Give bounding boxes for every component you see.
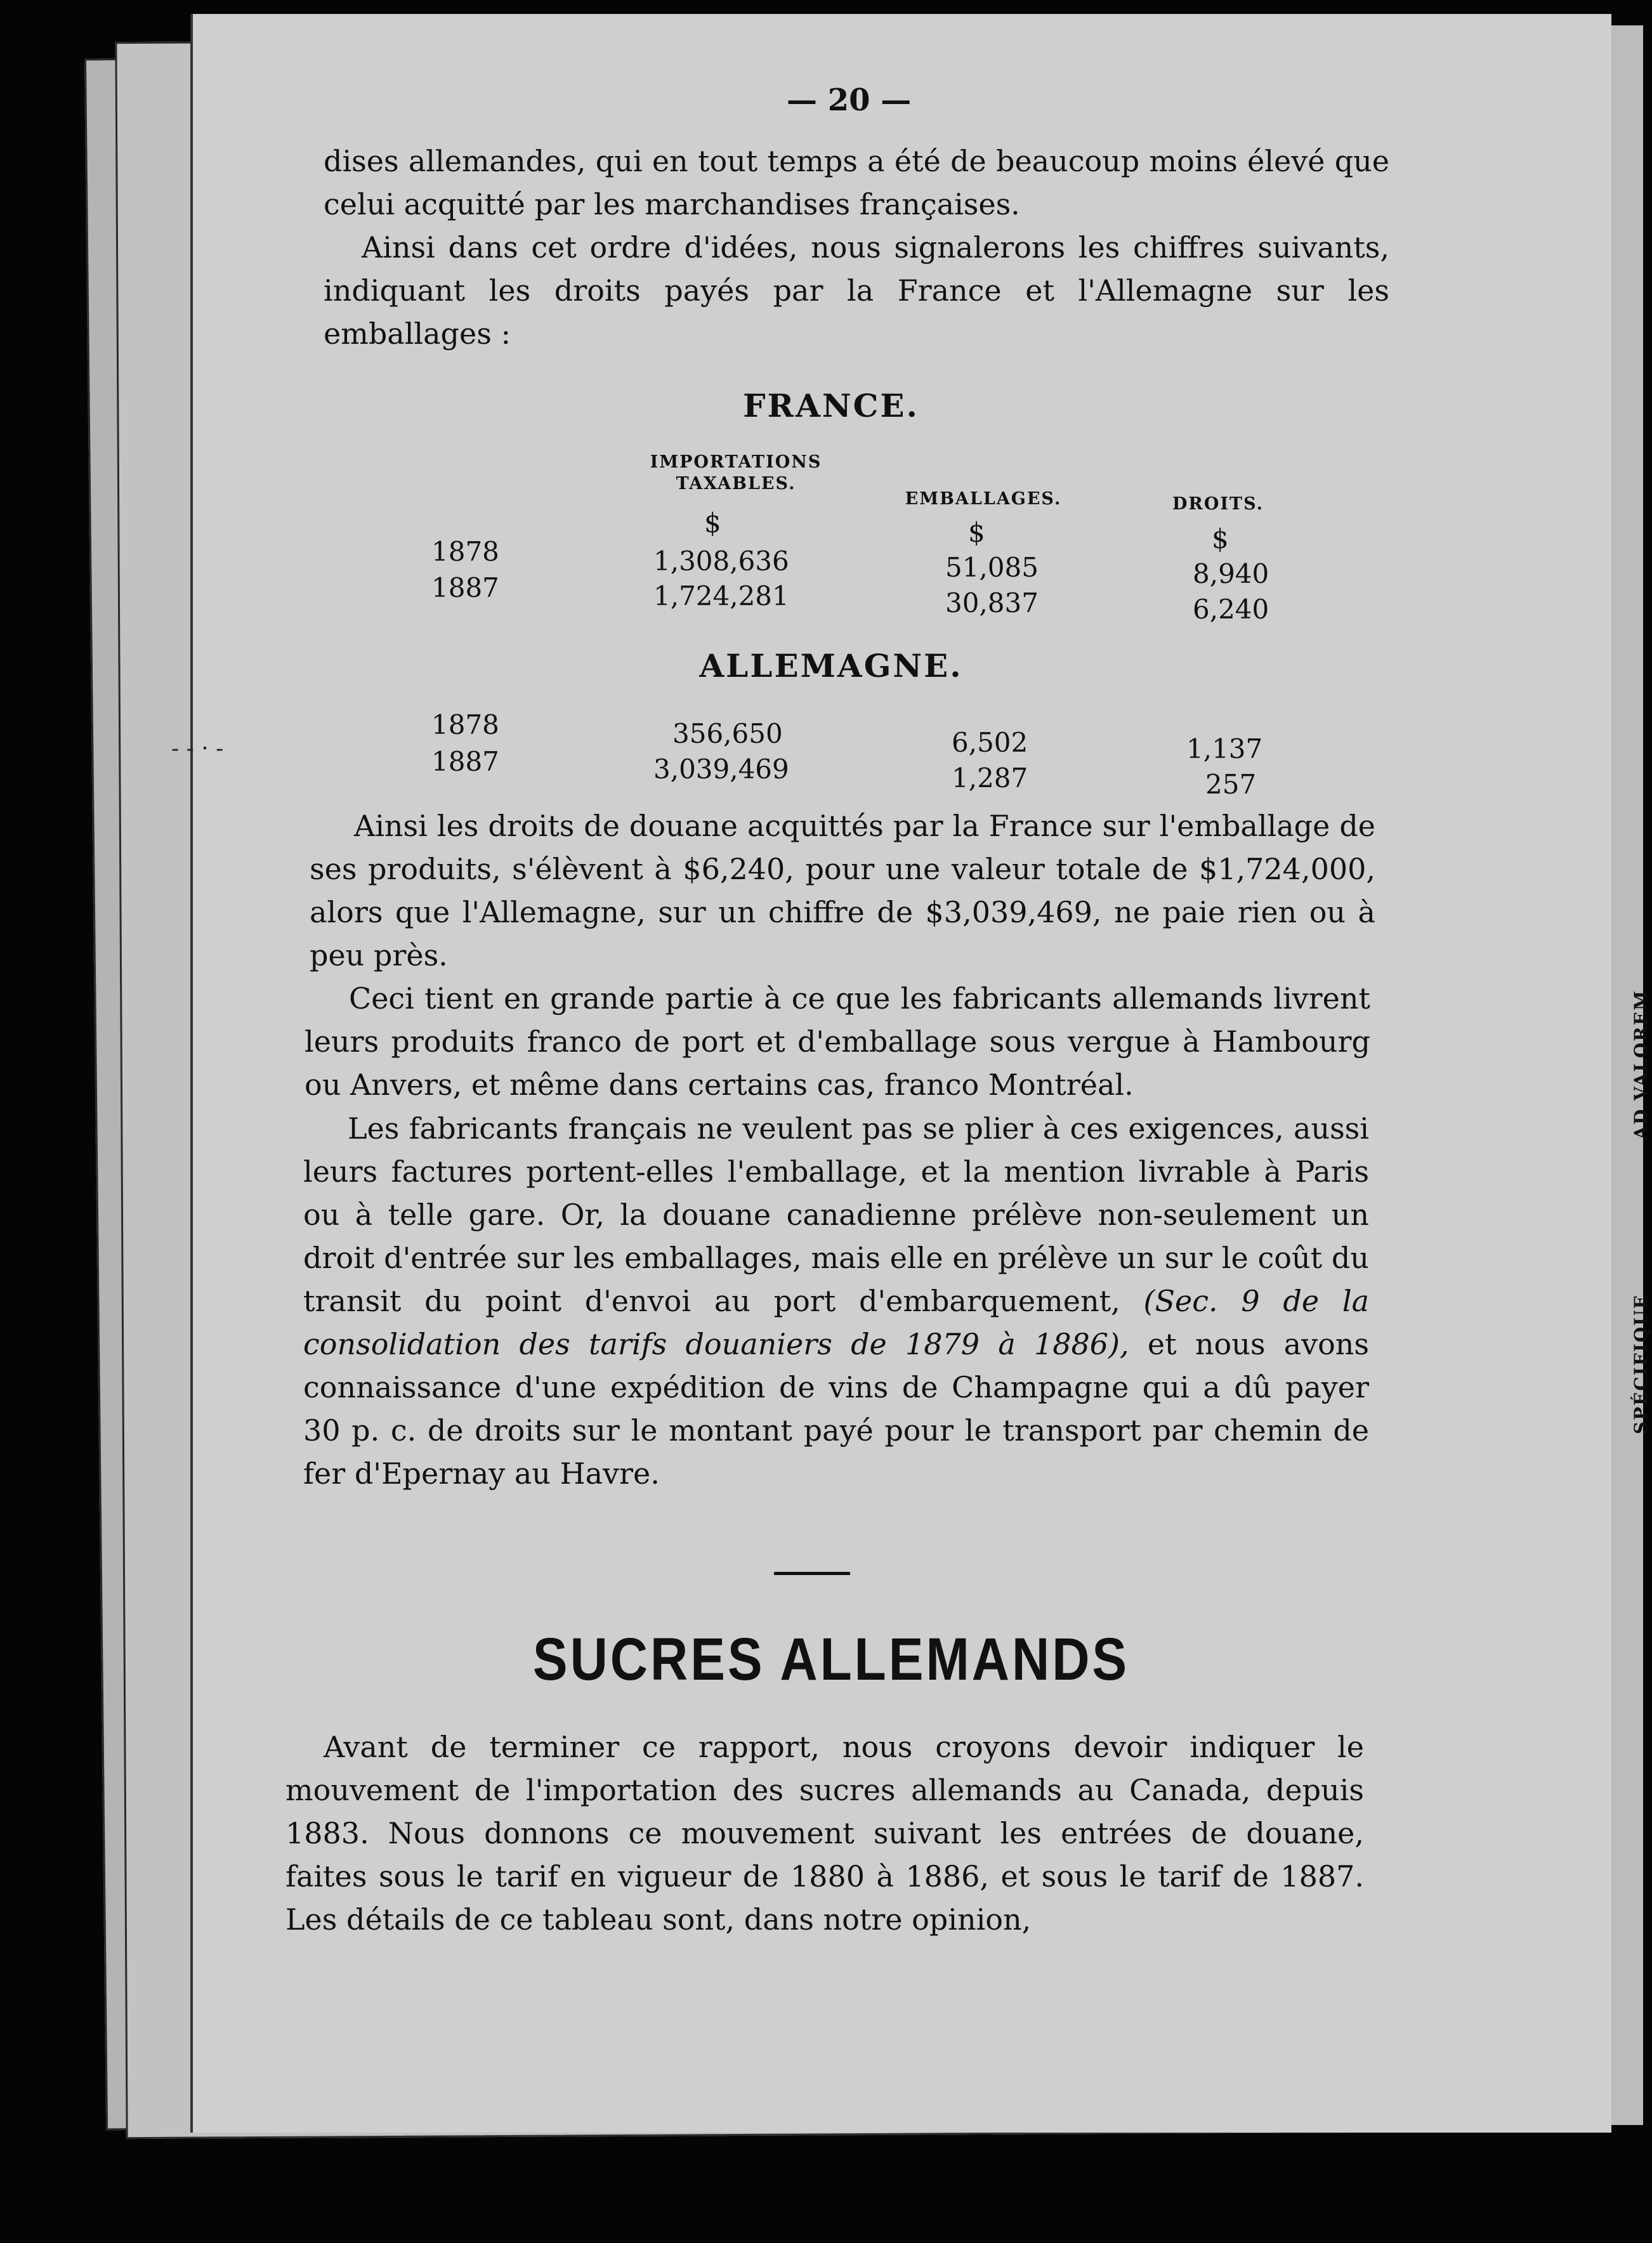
table-cell-droits: 8,940 [1193,558,1269,589]
margin-label-ad-valorem: AD VALOREM [1630,990,1651,1140]
paragraph-fabricants-allemands: Ceci tient en grande partie à ce que les fabricants allemands livrent leurs produits franco de port et d'emballage sous vergue à Hambourg ou Anvers, et même dans certains cas, franco Montréal. [305,981,1370,1102]
paragraph-sucres: Avant de terminer ce rapport, nous croyons devoir indiquer le mouvement de l'importation des sucres allemands au Canada, depuis 1883. Nous donnons ce mouvement suivant les entrées de douane, faites sous le tarif en vigueur de 1880 à 1886, et sous le tarif de 1887. Les détails de ce tableau sont, dans notre opinion, [285,1730,1364,1937]
table-cell-year: 1878 [431,536,499,567]
column-header-droits: DROITS. [1172,494,1264,514]
section-title: SUCRES ALLEMANDS [532,1626,1130,1693]
column-header-emballages: EMBALLAGES. [905,489,1062,509]
table-title-france: FRANCE. [743,387,919,424]
page-number: — 20 — [787,82,912,118]
column-header-importations: IMPORTATIONS TAXABLES. [650,452,822,494]
table-cell-importations: 3,039,469 [653,754,789,785]
currency-symbol: $ [968,517,985,548]
table-cell-droits: 1,137 [1186,733,1263,764]
paragraph-droits-acquittes: Ainsi les droits de douane acquittés par la France sur l'emballage de ses produits, s'élèvent à $6,240, pour une valeur totale de $1,724,000, alors que l'Allemagne, sur un chiffre de $3,039,469, ne paie rien ou à peu près. [310,809,1375,972]
table-cell-emballages: 6,502 [952,727,1028,758]
table-cell-importations: 356,650 [672,718,783,749]
table-title-allemagne: ALLEMAGNE. [699,647,963,684]
section-divider [774,1572,850,1575]
table-cell-year: 1887 [431,572,499,603]
legal-citation: (Sec. 9 de la consolidation des tarifs douaniers de 1879 à 1886), [303,1284,1369,1361]
table-cell-importations: 1,724,281 [653,580,789,611]
currency-symbol: $ [1212,523,1229,554]
table-cell-year: 1887 [431,746,499,777]
table-cell-emballages: 1,287 [952,762,1028,794]
margin-mark: - - · - [171,736,224,762]
table-cell-droits: 257 [1205,769,1257,800]
paragraph-intro-continued: dises allemandes, qui en tout temps a été de beaucoup moins élevé que celui acquitté par les marchandises françaises. [324,144,1389,221]
table-cell-emballages: 51,085 [945,552,1039,583]
paragraph-text: et nous avons connaissance d'une expédition de vins de Champagne qui a dû payer 30 p. c. de droits sur le montant payé pour le transport par chemin de fer d'Epernay au Havre. [303,1327,1370,1491]
table-cell-emballages: 30,837 [945,587,1039,618]
table-cell-droits: 6,240 [1193,594,1269,625]
table-cell-year: 1878 [431,709,499,740]
currency-symbol: $ [704,507,721,539]
paragraph-fabricants-francais [303,1107,1369,1495]
table-cell-importations: 1,308,636 [653,546,789,577]
margin-label-specifique: SPÉCIFIQUE [1630,1294,1651,1435]
paragraph-text: Les fabricants français ne veulent pas se plier à ces exigences, aussi leurs factures portent-elles l'emballage, et la mention livrable à Paris ou à telle gare. Or, la douane canadienne prélève non-seulement un droit d'entrée sur les emballages, mais elle en prélève un sur le coût du transit du point d'envoi au port d'embarquement, [303,1111,1369,1318]
paragraph-intro: Ainsi dans cet ordre d'idées, nous signalerons les chiffres suivants, indiquant les droits payés par la France et l'Allemagne sur les emballages : [324,230,1389,351]
